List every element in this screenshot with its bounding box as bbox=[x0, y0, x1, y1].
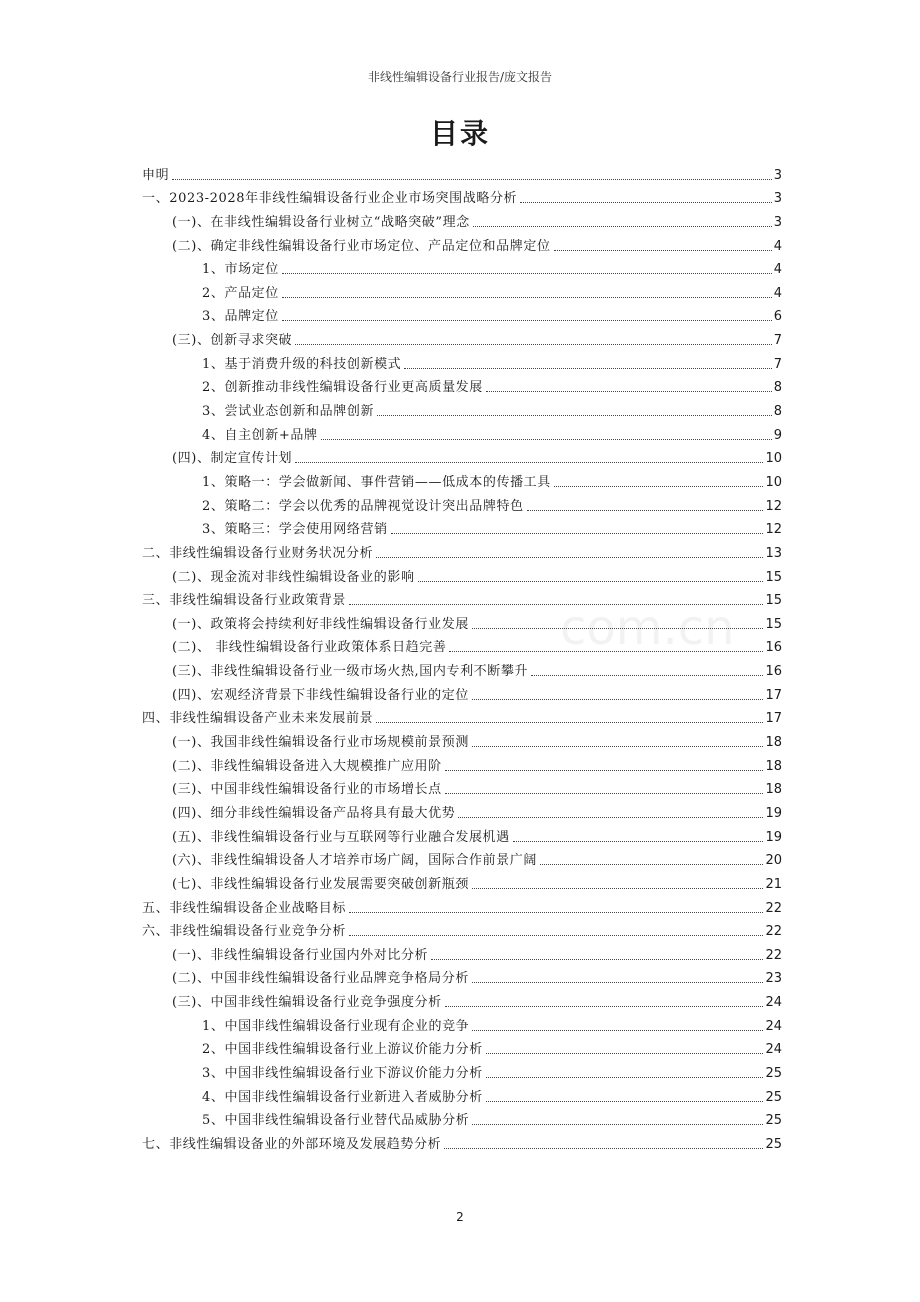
page-title: 目录 bbox=[429, 117, 490, 150]
toc-dot-leader bbox=[472, 1124, 763, 1125]
toc-entry-label: (四)、宏观经济背景下非线性编辑设备行业的定位 bbox=[172, 687, 469, 703]
toc-entry[interactable] bbox=[142, 987, 782, 1011]
toc-dot-leader bbox=[472, 888, 764, 889]
toc-entry[interactable] bbox=[142, 302, 782, 326]
toc-entry-page: 16 bbox=[765, 640, 782, 656]
toc-entry-page: 25 bbox=[765, 1113, 782, 1129]
toc-entry[interactable] bbox=[142, 1011, 782, 1035]
toc-dot-leader bbox=[377, 415, 772, 416]
toc-entry-label: (二)、非线性编辑设备进入大规模推广应用阶 bbox=[172, 758, 442, 774]
toc-entry-label: 4、自主创新+品牌 bbox=[202, 427, 318, 443]
toc-entry-page: 3 bbox=[773, 167, 782, 183]
toc-entry-label: (三)、非线性编辑设备行业一级市场火热,国内专利不断攀升 bbox=[172, 664, 529, 680]
toc-entry-label: 1、中国非线性编辑设备行业现有企业的竞争 bbox=[202, 1018, 470, 1034]
toc-dot-leader bbox=[349, 912, 763, 913]
toc-entry[interactable] bbox=[142, 727, 782, 751]
toc-entry-page: 24 bbox=[765, 1042, 782, 1058]
toc-entry-page: 6 bbox=[773, 309, 782, 325]
toc-entry[interactable] bbox=[142, 562, 782, 586]
toc-entry-page: 8 bbox=[773, 380, 782, 396]
toc-entry[interactable] bbox=[142, 1106, 782, 1130]
toc-entry[interactable] bbox=[142, 467, 782, 491]
toc-entry-page: 23 bbox=[765, 971, 782, 987]
toc-entry[interactable] bbox=[142, 1058, 782, 1082]
toc-entry-page: 7 bbox=[773, 333, 782, 349]
toc-entry[interactable] bbox=[142, 1129, 782, 1153]
toc-entry[interactable] bbox=[142, 373, 782, 397]
toc-dot-leader bbox=[458, 817, 763, 818]
toc-entry[interactable] bbox=[142, 231, 782, 255]
toc-entry-page: 3 bbox=[773, 214, 782, 230]
toc-entry[interactable] bbox=[142, 917, 782, 941]
toc-entry-page: 10 bbox=[765, 474, 782, 490]
toc-entry[interactable] bbox=[142, 515, 782, 539]
toc-dot-leader bbox=[391, 533, 764, 534]
toc-dot-leader bbox=[472, 746, 764, 747]
running-header: 非线性编辑设备行业报告/庞文报告 bbox=[367, 70, 553, 84]
toc-entry[interactable] bbox=[142, 184, 782, 208]
toc-dot-leader bbox=[445, 1006, 764, 1007]
toc-dot-leader bbox=[472, 1030, 763, 1031]
toc-entry-label: 申明 bbox=[142, 167, 170, 183]
toc-entry-label: 一、2023-2028年非线性编辑设备行业企业市场突围战略分析 bbox=[142, 191, 518, 207]
toc-entry[interactable] bbox=[142, 160, 782, 184]
toc-dot-leader bbox=[376, 722, 763, 723]
toc-entry-label: (一)、在非线性编辑设备行业树立“战略突破”理念 bbox=[172, 214, 470, 230]
toc-dot-leader bbox=[520, 202, 772, 203]
toc-dot-leader bbox=[486, 1053, 764, 1054]
toc-entry-page: 9 bbox=[773, 427, 782, 443]
toc-entry-label: 四、非线性编辑设备产业未来发展前景 bbox=[142, 711, 374, 727]
toc-entry-label: 1、基于消费升级的科技创新模式 bbox=[202, 356, 402, 372]
watermark: com.cn bbox=[560, 600, 735, 656]
toc-dot-leader bbox=[540, 864, 764, 865]
toc-dot-leader bbox=[282, 320, 772, 321]
toc-entry-page: 24 bbox=[765, 995, 782, 1011]
toc-entry-page: 19 bbox=[765, 829, 782, 845]
toc-entry-page: 8 bbox=[773, 404, 782, 420]
toc-entry[interactable] bbox=[142, 869, 782, 893]
toc-entry-label: 4、中国非线性编辑设备行业新进入者威胁分析 bbox=[202, 1089, 483, 1105]
toc-dot-leader bbox=[473, 226, 772, 227]
toc-entry-label: (三)、中国非线性编辑设备行业竞争强度分析 bbox=[172, 995, 442, 1011]
toc-entry-page: 24 bbox=[765, 1018, 782, 1034]
toc-entry-page: 15 bbox=[765, 593, 782, 609]
toc-entry-page: 18 bbox=[765, 758, 782, 774]
toc-entry[interactable] bbox=[142, 420, 782, 444]
toc-entry[interactable] bbox=[142, 704, 782, 728]
toc-entry-page: 25 bbox=[765, 1136, 782, 1152]
toc-entry-page: 18 bbox=[765, 782, 782, 798]
page-number: 2 bbox=[456, 1210, 464, 1224]
toc-dot-leader bbox=[472, 628, 764, 629]
table-of-contents bbox=[142, 160, 782, 1153]
toc-entry[interactable] bbox=[142, 207, 782, 231]
toc-dot-leader bbox=[531, 675, 763, 676]
toc-entry-page: 25 bbox=[765, 1065, 782, 1081]
toc-dot-leader bbox=[527, 510, 764, 511]
toc-entry-label: 2、创新推动非线性编辑设备行业更高质量发展 bbox=[202, 380, 483, 396]
toc-entry-label: (三)、创新寻求突破 bbox=[172, 333, 293, 349]
toc-entry-label: (一)、非线性编辑设备行业国内外对比分析 bbox=[172, 947, 429, 963]
toc-entry-label: 3、中国非线性编辑设备行业下游议价能力分析 bbox=[202, 1065, 483, 1081]
toc-entry-label: (一)、我国非线性编辑设备行业市场规模前景预测 bbox=[172, 735, 469, 751]
toc-entry-page: 12 bbox=[765, 498, 782, 514]
toc-dot-leader bbox=[449, 651, 763, 652]
toc-entry[interactable] bbox=[142, 1082, 782, 1106]
toc-entry-page: 4 bbox=[773, 285, 782, 301]
toc-entry-page: 16 bbox=[765, 664, 782, 680]
toc-entry-label: 2、中国非线性编辑设备行业上游议价能力分析 bbox=[202, 1042, 483, 1058]
toc-dot-leader bbox=[282, 297, 772, 298]
toc-entry-page: 18 bbox=[765, 735, 782, 751]
toc-entry[interactable] bbox=[142, 278, 782, 302]
toc-entry-label: 1、策略一：学会做新闻、事件营销——低成本的传播工具 bbox=[202, 474, 551, 490]
toc-entry[interactable] bbox=[142, 846, 782, 870]
toc-entry-page: 15 bbox=[765, 616, 782, 632]
toc-entry-page: 19 bbox=[765, 805, 782, 821]
toc-entry-page: 22 bbox=[765, 947, 782, 963]
toc-entry-label: (二)、中国非线性编辑设备行业品牌竞争格局分析 bbox=[172, 971, 469, 987]
toc-entry-label: (四)、细分非线性编辑设备产品将具有最大优势 bbox=[172, 805, 456, 821]
toc-dot-leader bbox=[445, 770, 764, 771]
toc-entry-label: 三、非线性编辑设备行业政策背景 bbox=[142, 593, 347, 609]
toc-dot-leader bbox=[349, 604, 763, 605]
toc-entry-label: (三)、中国非线性编辑设备行业的市场增长点 bbox=[172, 782, 442, 798]
toc-entry[interactable] bbox=[142, 822, 782, 846]
toc-entry-page: 25 bbox=[765, 1089, 782, 1105]
toc-entry[interactable] bbox=[142, 964, 782, 988]
toc-entry[interactable] bbox=[142, 680, 782, 704]
toc-entry-page: 4 bbox=[773, 238, 782, 254]
toc-entry[interactable] bbox=[142, 538, 782, 562]
toc-entry-label: (二)、确定非线性编辑设备行业市场定位、产品定位和品牌定位 bbox=[172, 238, 551, 254]
toc-entry-label: (一)、政策将会持续利好非线性编辑设备行业发展 bbox=[172, 616, 469, 632]
toc-entry-page: 4 bbox=[773, 262, 782, 278]
toc-entry-label: 七、非线性编辑设备业的外部环境及发展趋势分析 bbox=[142, 1136, 442, 1152]
toc-entry[interactable] bbox=[142, 255, 782, 279]
toc-dot-leader bbox=[472, 699, 764, 700]
toc-entry[interactable] bbox=[142, 349, 782, 373]
toc-entry-page: 12 bbox=[765, 522, 782, 538]
toc-entry-label: 3、尝试业态创新和品牌创新 bbox=[202, 404, 375, 420]
toc-entry[interactable] bbox=[142, 940, 782, 964]
toc-dot-leader bbox=[554, 486, 764, 487]
toc-dot-leader bbox=[431, 959, 763, 960]
toc-dot-leader bbox=[513, 841, 764, 842]
toc-entry-label: (四)、制定宣传计划 bbox=[172, 451, 293, 467]
toc-entry-page: 22 bbox=[765, 900, 782, 916]
toc-dot-leader bbox=[321, 439, 772, 440]
toc-entry-label: (六)、非线性编辑设备人才培养市场广阔，国际合作前景广阔 bbox=[172, 853, 537, 869]
toc-dot-leader bbox=[486, 391, 772, 392]
toc-entry-label: 1、市场定位 bbox=[202, 262, 279, 278]
toc-entry[interactable] bbox=[142, 775, 782, 799]
toc-dot-leader bbox=[349, 935, 763, 936]
toc-entry-page: 17 bbox=[765, 711, 782, 727]
toc-entry-page: 13 bbox=[765, 545, 782, 561]
toc-entry-page: 20 bbox=[765, 853, 782, 869]
toc-entry[interactable] bbox=[142, 586, 782, 610]
toc-entry-page: 10 bbox=[765, 451, 782, 467]
toc-entry-label: (七)、非线性编辑设备行业发展需要突破创新瓶颈 bbox=[172, 876, 469, 892]
toc-entry-label: 3、品牌定位 bbox=[202, 309, 279, 325]
toc-entry-label: 2、策略二：学会以优秀的品牌视觉设计突出品牌特色 bbox=[202, 498, 524, 514]
toc-dot-leader bbox=[172, 179, 772, 180]
toc-entry[interactable] bbox=[142, 491, 782, 515]
toc-entry-label: (二)、现金流对非线性编辑设备业的影响 bbox=[172, 569, 415, 585]
toc-entry-label: 五、非线性编辑设备企业战略目标 bbox=[142, 900, 347, 916]
toc-entry-label: 3、策略三：学会使用网络营销 bbox=[202, 522, 388, 538]
toc-entry[interactable] bbox=[142, 444, 782, 468]
toc-dot-leader bbox=[444, 1148, 763, 1149]
toc-entry[interactable] bbox=[142, 751, 782, 775]
toc-dot-leader bbox=[472, 982, 764, 983]
toc-dot-leader bbox=[295, 462, 763, 463]
toc-dot-leader bbox=[376, 557, 763, 558]
toc-entry-label: 二、非线性编辑设备行业财务状况分析 bbox=[142, 545, 374, 561]
toc-dot-leader bbox=[486, 1101, 764, 1102]
toc-entry-label: (五)、非线性编辑设备行业与互联网等行业融合发展机遇 bbox=[172, 829, 510, 845]
toc-entry-page: 15 bbox=[765, 569, 782, 585]
toc-dot-leader bbox=[486, 1077, 764, 1078]
toc-entry-page: 7 bbox=[773, 356, 782, 372]
toc-dot-leader bbox=[295, 344, 772, 345]
toc-entry[interactable] bbox=[142, 893, 782, 917]
toc-entry-page: 3 bbox=[773, 191, 782, 207]
toc-dot-leader bbox=[554, 250, 772, 251]
toc-dot-leader bbox=[404, 368, 771, 369]
toc-entry[interactable] bbox=[142, 609, 782, 633]
toc-entry-label: 5、中国非线性编辑设备行业替代品威胁分析 bbox=[202, 1113, 470, 1129]
toc-dot-leader bbox=[418, 581, 764, 582]
toc-dot-leader bbox=[445, 793, 764, 794]
toc-entry-page: 22 bbox=[765, 924, 782, 940]
toc-entry[interactable] bbox=[142, 656, 782, 680]
toc-entry-label: 六、非线性编辑设备行业竞争分析 bbox=[142, 924, 347, 940]
toc-entry[interactable] bbox=[142, 633, 782, 657]
toc-entry-page: 17 bbox=[765, 687, 782, 703]
toc-dot-leader bbox=[282, 273, 772, 274]
toc-entry-label: 2、产品定位 bbox=[202, 285, 279, 301]
toc-entry[interactable] bbox=[142, 798, 782, 822]
toc-entry[interactable] bbox=[142, 1035, 782, 1059]
toc-entry-label: (二)、 非线性编辑设备行业政策体系日趋完善 bbox=[172, 640, 447, 656]
toc-entry-page: 21 bbox=[765, 876, 782, 892]
toc-entry[interactable] bbox=[142, 325, 782, 349]
toc-entry[interactable] bbox=[142, 396, 782, 420]
